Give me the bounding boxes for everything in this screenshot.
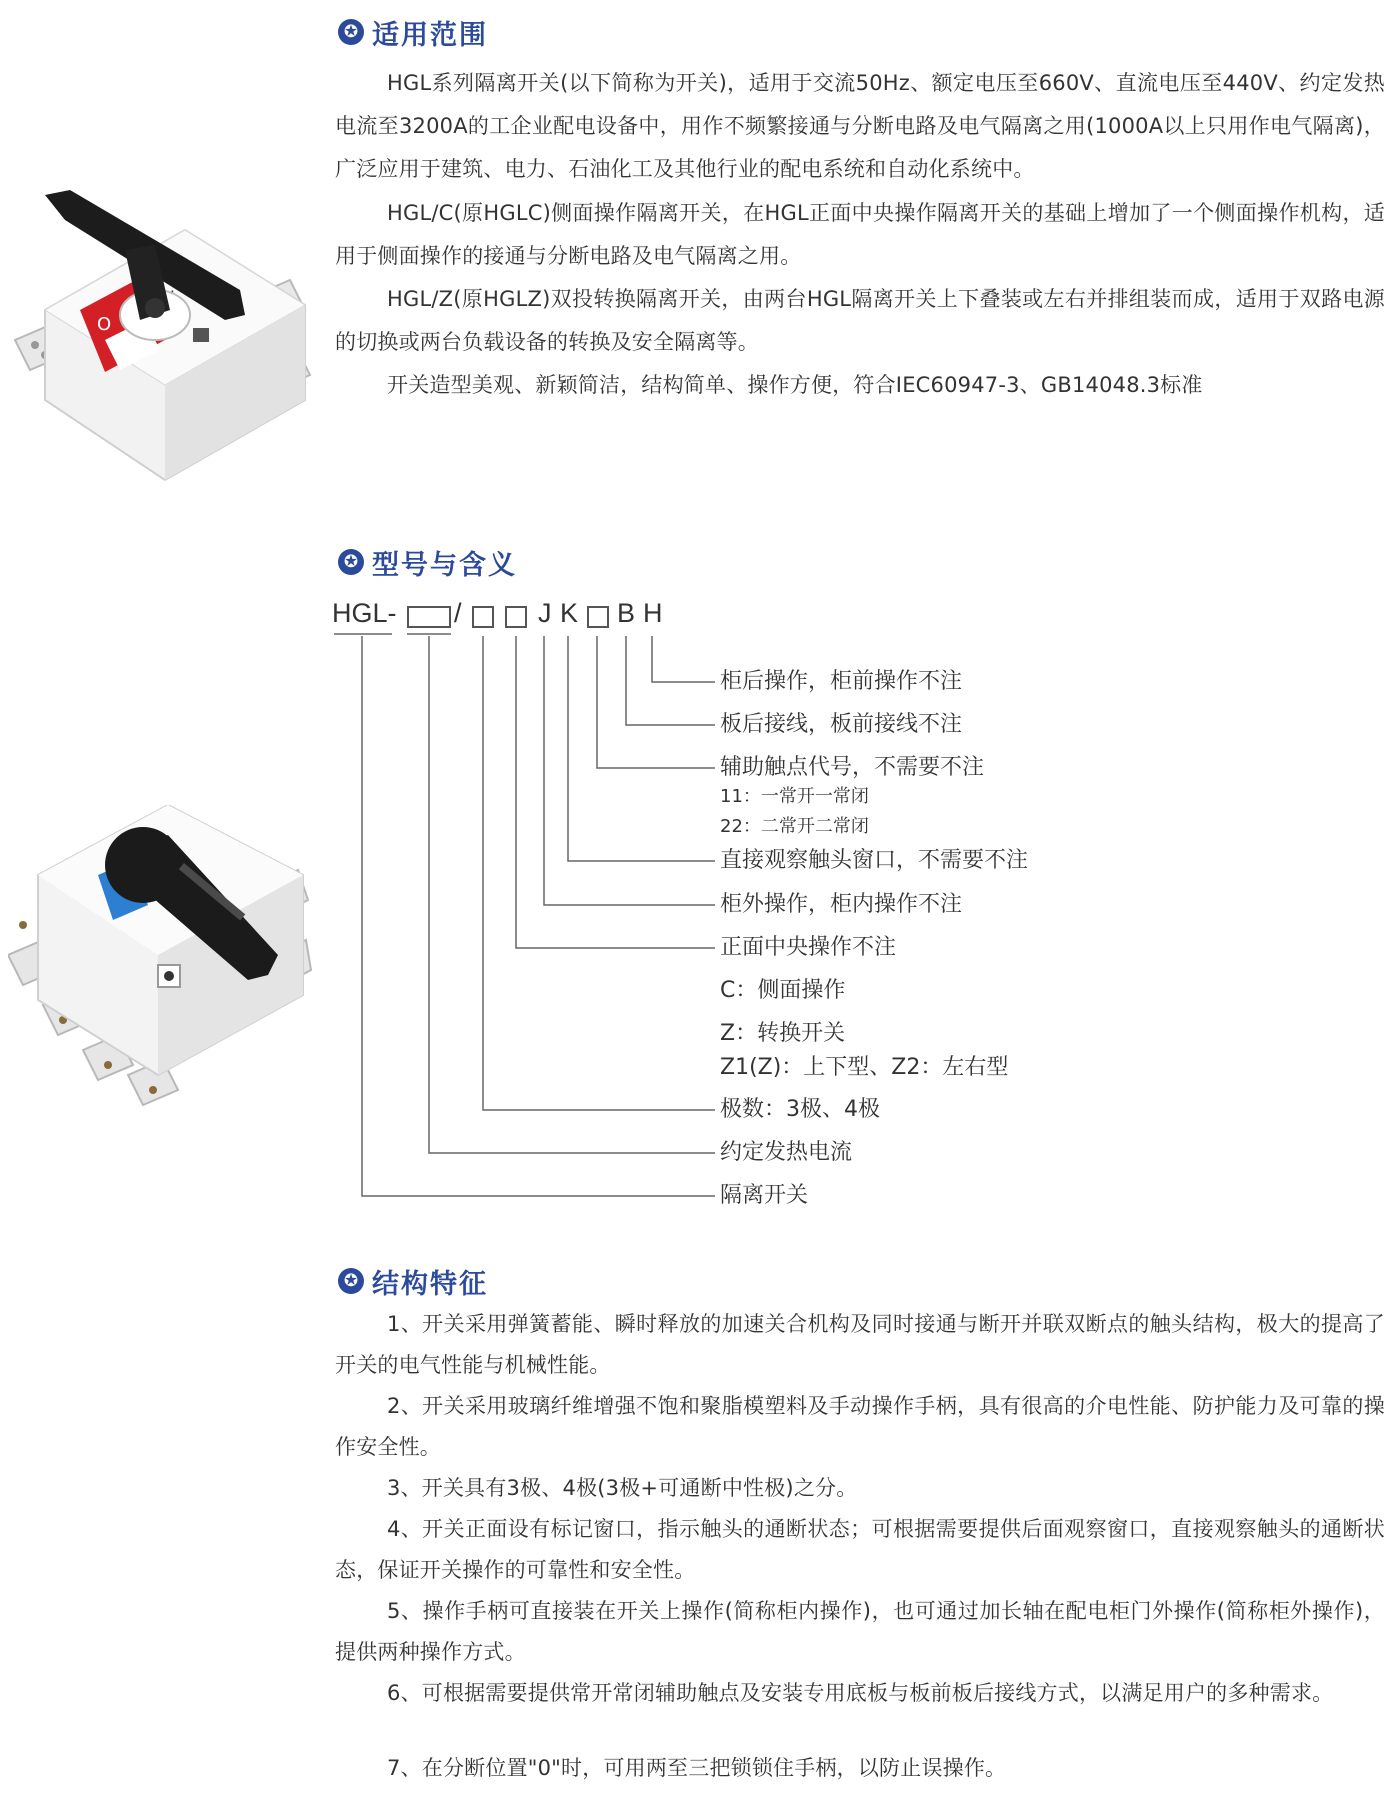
model-code-h: H	[643, 598, 663, 628]
feature-paragraph-1: 1、开关采用弹簧蓄能、瞬时释放的加速关合机构及同时接通与断开并联双断点的触头结构，极大的提高了开关的电气性能与机械性能。	[335, 1312, 1385, 1377]
label-aux-11: 11：一常开一常闭	[720, 786, 869, 807]
model-code-mode-box	[505, 606, 527, 628]
section-title-features	[338, 1264, 488, 1298]
model-code-k: K	[560, 598, 579, 628]
label-aux-contact: 辅助触点代号，不需要不注	[720, 755, 985, 780]
star-badge-icon: ✪	[338, 19, 364, 45]
label-mode-z12: Z1(Z)：上下型、Z2：左右型	[720, 1055, 1009, 1080]
label-aux-22: 22：二常开二常闭	[720, 816, 869, 837]
section-title-text: 型号与含义	[372, 549, 517, 581]
model-code-prefix: HGL-	[332, 598, 397, 628]
model-code-b: B	[617, 598, 636, 628]
scope-paragraph-3: HGL/Z(原HGLZ)双投转换隔离开关，由两台HGL隔离开关上下叠装或左右并排组装而成，适用于双路电源的切换或两台负载设备的转换及安全隔离等。	[335, 287, 1385, 354]
label-rear-operation: 柜后操作，柜前操作不注	[720, 669, 963, 694]
section-title-text: 结构特征	[372, 1268, 488, 1300]
scope-paragraph-2: HGL/C(原HGLC)侧面操作隔离开关，在HGL正面中央操作隔离开关的基础上增加了一个侧面操作机构，适用于侧面操作的接通与分断电路及电气隔离之用。	[335, 201, 1385, 268]
feature-paragraph-7: 7、在分断位置"0"时，可用两至三把锁锁住手柄，以防止误操作。	[387, 1756, 1007, 1780]
feature-paragraph-6: 6、可根据需要提供常开常闭辅助触点及安装专用底板与板前板后接线方式，以满足用户的多种需求。	[387, 1681, 1334, 1705]
model-code-poles-box	[472, 606, 494, 628]
model-code-slash: /	[454, 598, 462, 628]
label-external-operation: 柜外操作，柜内操作不注	[720, 892, 963, 917]
face-mark-off: O	[97, 314, 112, 335]
feature-paragraph-4: 4、开关正面设有标记窗口，指示触头的通断状态；可根据需要提供后面观察窗口，直接观察触头的通断状态，保证开关操作的可靠性和安全性。	[335, 1517, 1385, 1582]
section-title-model	[338, 545, 517, 579]
product-photo-hgl-switch	[5, 190, 315, 500]
label-mode-z: Z：转换开关	[720, 1021, 846, 1046]
star-badge-icon: ✪	[338, 549, 364, 575]
feature-paragraph-5: 5、操作手柄可直接装在开关上操作(简称柜内操作)，也可通过加长轴在配电柜门外操作(简称柜外操作)，提供两种操作方式。	[335, 1599, 1385, 1664]
label-rear-wiring: 板后接线，板前接线不注	[720, 712, 963, 737]
star-badge-icon: ✪	[338, 1268, 364, 1294]
scope-paragraph-1: HGL系列隔离开关(以下简称为开关)，适用于交流50Hz、额定电压至660V、直流电压至440V、约定发热电流至3200A的工企业配电设备中，用作不频繁接通与分断电路及电气隔离之用(1000A以上只用作电气隔离)，广泛应用于建筑、电力、石油化工及其他行业的配电系统和自动化系统中。	[335, 71, 1385, 181]
label-operation-mode: 正面中央操作不注	[720, 935, 897, 960]
model-code-j: J	[538, 598, 552, 628]
section-title-scope	[338, 15, 488, 49]
model-code-current-box	[407, 606, 451, 628]
label-view-window: 直接观察触头窗口，不需要不注	[720, 848, 1029, 873]
feature-paragraph-2: 2、开关采用玻璃纤维增强不饱和聚脂模塑料及手动操作手柄，具有很高的介电性能、防护能力及可靠的操作安全性。	[335, 1394, 1385, 1459]
label-mode-c: C：侧面操作	[720, 978, 846, 1003]
product-photo-hgl-rotary-switch	[8, 805, 313, 1115]
label-poles: 极数：3极、4极	[720, 1097, 880, 1122]
section-title-text: 适用范围	[372, 19, 488, 51]
model-code-aux-box	[587, 606, 609, 628]
label-series-name: 隔离开关	[720, 1183, 809, 1208]
label-rated-current: 约定发热电流	[720, 1140, 853, 1165]
scope-paragraph-4: 开关造型美观、新颖简洁，结构简单、操作方便，符合IEC60947-3、GB14048.3标准	[387, 373, 1203, 397]
feature-paragraph-3: 3、开关具有3极、4极(3极+可通断中性极)之分。	[387, 1476, 858, 1500]
